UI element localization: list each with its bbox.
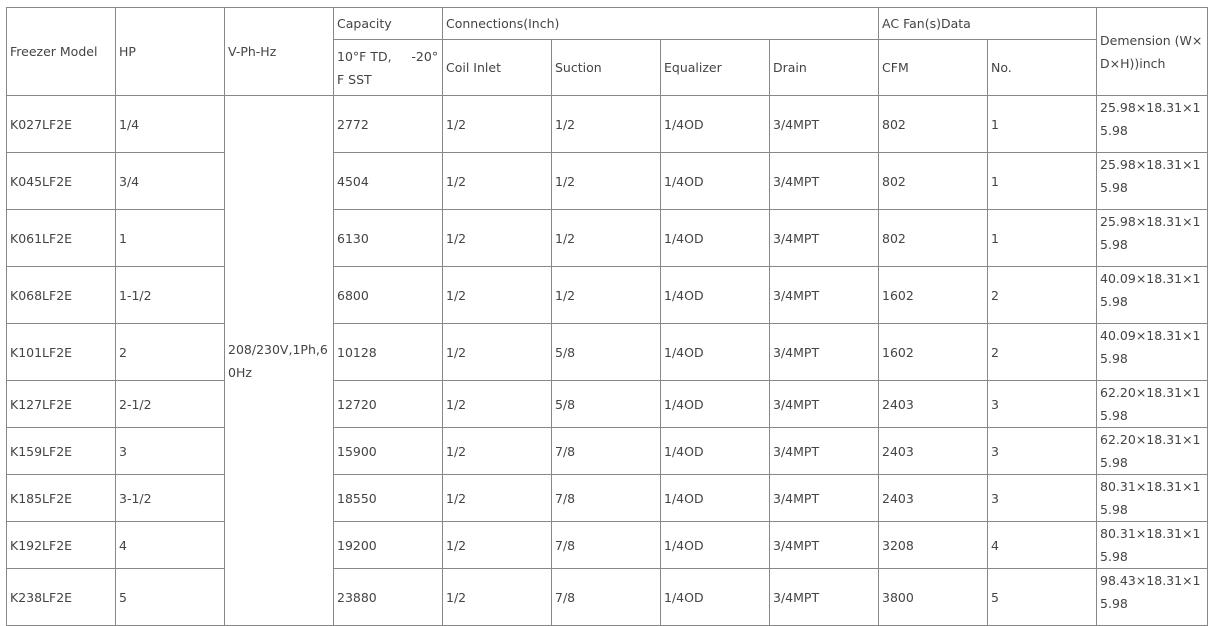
table-row bbox=[7, 569, 1208, 626]
cell-coil-inlet: 1/2 bbox=[443, 569, 552, 626]
header-row-1 bbox=[7, 8, 1208, 40]
cell-dimension: 25.98×18.31×15.98 bbox=[1097, 153, 1208, 210]
cell-coil-inlet: 1/2 bbox=[443, 381, 552, 428]
table-row bbox=[7, 153, 1208, 210]
cell-coil-inlet: 1/2 bbox=[443, 324, 552, 381]
cell-suction: 5/8 bbox=[552, 381, 661, 428]
cell-fan-count: 1 bbox=[988, 153, 1097, 210]
cell-model: K101LF2E bbox=[7, 324, 116, 381]
cell-drain: 3/4MPT bbox=[770, 569, 879, 626]
cell-hp: 1 bbox=[116, 210, 225, 267]
cell-hp: 5 bbox=[116, 569, 225, 626]
cell-model: K027LF2E bbox=[7, 96, 116, 153]
cell-cfm: 2403 bbox=[879, 428, 988, 475]
cell-suction: 7/8 bbox=[552, 569, 661, 626]
cell-hp: 2 bbox=[116, 324, 225, 381]
cell-drain: 3/4MPT bbox=[770, 522, 879, 569]
cell-equalizer: 1/4OD bbox=[661, 475, 770, 522]
cell-coil-inlet: 1/2 bbox=[443, 96, 552, 153]
cell-hp: 3-1/2 bbox=[116, 475, 225, 522]
cell-cfm: 1602 bbox=[879, 324, 988, 381]
cell-dimension: 62.20×18.31×15.98 bbox=[1097, 381, 1208, 428]
cell-suction: 7/8 bbox=[552, 522, 661, 569]
freezer-spec-table bbox=[6, 7, 1208, 626]
header-hp: HP bbox=[116, 8, 225, 96]
cell-suction: 1/2 bbox=[552, 96, 661, 153]
cell-model: K068LF2E bbox=[7, 267, 116, 324]
cell-coil-inlet: 1/2 bbox=[443, 475, 552, 522]
cell-suction: 1/2 bbox=[552, 267, 661, 324]
cell-hp: 3 bbox=[116, 428, 225, 475]
cell-fan-count: 3 bbox=[988, 381, 1097, 428]
cell-cfm: 802 bbox=[879, 210, 988, 267]
cell-drain: 3/4MPT bbox=[770, 381, 879, 428]
cell-equalizer: 1/4OD bbox=[661, 428, 770, 475]
cell-suction: 5/8 bbox=[552, 324, 661, 381]
cell-equalizer: 1/4OD bbox=[661, 324, 770, 381]
cell-capacity: 10128 bbox=[334, 324, 443, 381]
cell-fan-count: 4 bbox=[988, 522, 1097, 569]
cell-fan-count: 2 bbox=[988, 267, 1097, 324]
header-capacity: Capacity bbox=[334, 8, 443, 40]
header-ac-fan-data: AC Fan(s)Data bbox=[879, 8, 1097, 40]
cell-fan-count: 3 bbox=[988, 475, 1097, 522]
cell-dimension: 98.43×18.31×15.98 bbox=[1097, 569, 1208, 626]
cell-coil-inlet: 1/2 bbox=[443, 210, 552, 267]
header-drain: Drain bbox=[770, 40, 879, 96]
cell-cfm: 2403 bbox=[879, 475, 988, 522]
cell-capacity: 4504 bbox=[334, 153, 443, 210]
cell-dimension: 80.31×18.31×15.98 bbox=[1097, 475, 1208, 522]
table-row bbox=[7, 267, 1208, 324]
header-capacity-condition: 10°F TD, -20°F SST bbox=[334, 40, 443, 96]
cell-cfm: 802 bbox=[879, 153, 988, 210]
table-row bbox=[7, 210, 1208, 267]
cell-capacity: 6800 bbox=[334, 267, 443, 324]
cell-coil-inlet: 1/2 bbox=[443, 267, 552, 324]
table-row bbox=[7, 96, 1208, 153]
cell-suction: 1/2 bbox=[552, 153, 661, 210]
cell-equalizer: 1/4OD bbox=[661, 267, 770, 324]
cell-equalizer: 1/4OD bbox=[661, 210, 770, 267]
cell-model: K061LF2E bbox=[7, 210, 116, 267]
cell-model: K127LF2E bbox=[7, 381, 116, 428]
cell-equalizer: 1/4OD bbox=[661, 522, 770, 569]
table-row bbox=[7, 428, 1208, 475]
cell-capacity: 15900 bbox=[334, 428, 443, 475]
table-row bbox=[7, 381, 1208, 428]
cell-equalizer: 1/4OD bbox=[661, 569, 770, 626]
cell-cfm: 3800 bbox=[879, 569, 988, 626]
cell-drain: 3/4MPT bbox=[770, 210, 879, 267]
cell-capacity: 23880 bbox=[334, 569, 443, 626]
table-row bbox=[7, 475, 1208, 522]
cell-dimension: 25.98×18.31×15.98 bbox=[1097, 96, 1208, 153]
header-fan-count: No. bbox=[988, 40, 1097, 96]
header-freezer-model: Freezer Model bbox=[7, 8, 116, 96]
cell-drain: 3/4MPT bbox=[770, 324, 879, 381]
cell-suction: 7/8 bbox=[552, 475, 661, 522]
header-voltage-phase-hz: V-Ph-Hz bbox=[225, 8, 334, 96]
cell-fan-count: 3 bbox=[988, 428, 1097, 475]
cell-model: K238LF2E bbox=[7, 569, 116, 626]
cell-hp: 4 bbox=[116, 522, 225, 569]
cell-cfm: 1602 bbox=[879, 267, 988, 324]
cell-hp: 1/4 bbox=[116, 96, 225, 153]
header-suction: Suction bbox=[552, 40, 661, 96]
cell-suction: 7/8 bbox=[552, 428, 661, 475]
cell-capacity: 6130 bbox=[334, 210, 443, 267]
header-cfm: CFM bbox=[879, 40, 988, 96]
table-row bbox=[7, 324, 1208, 381]
cell-drain: 3/4MPT bbox=[770, 153, 879, 210]
cell-drain: 3/4MPT bbox=[770, 428, 879, 475]
header-coil-inlet: Coil Inlet bbox=[443, 40, 552, 96]
cell-dimension: 40.09×18.31×15.98 bbox=[1097, 324, 1208, 381]
cell-cfm: 802 bbox=[879, 96, 988, 153]
cell-capacity: 18550 bbox=[334, 475, 443, 522]
cell-cfm: 2403 bbox=[879, 381, 988, 428]
cell-cfm: 3208 bbox=[879, 522, 988, 569]
cell-dimension: 80.31×18.31×15.98 bbox=[1097, 522, 1208, 569]
header-dimension: Demension (W×D×H))inch bbox=[1097, 8, 1208, 96]
cell-hp: 2-1/2 bbox=[116, 381, 225, 428]
cell-capacity: 19200 bbox=[334, 522, 443, 569]
header-connections: Connections(Inch) bbox=[443, 8, 879, 40]
header-equalizer: Equalizer bbox=[661, 40, 770, 96]
cell-dimension: 40.09×18.31×15.98 bbox=[1097, 267, 1208, 324]
cell-capacity: 12720 bbox=[334, 381, 443, 428]
cell-equalizer: 1/4OD bbox=[661, 96, 770, 153]
cell-drain: 3/4MPT bbox=[770, 96, 879, 153]
cell-fan-count: 2 bbox=[988, 324, 1097, 381]
cell-coil-inlet: 1/2 bbox=[443, 153, 552, 210]
cell-dimension: 62.20×18.31×15.98 bbox=[1097, 428, 1208, 475]
cell-suction: 1/2 bbox=[552, 210, 661, 267]
cell-model: K159LF2E bbox=[7, 428, 116, 475]
cell-fan-count: 5 bbox=[988, 569, 1097, 626]
cell-fan-count: 1 bbox=[988, 210, 1097, 267]
cell-voltage: 208/230V,1Ph,60Hz bbox=[225, 96, 334, 626]
cell-dimension: 25.98×18.31×15.98 bbox=[1097, 210, 1208, 267]
cell-coil-inlet: 1/2 bbox=[443, 428, 552, 475]
cell-model: K185LF2E bbox=[7, 475, 116, 522]
cell-capacity: 2772 bbox=[334, 96, 443, 153]
cell-equalizer: 1/4OD bbox=[661, 381, 770, 428]
table-row bbox=[7, 522, 1208, 569]
cell-hp: 3/4 bbox=[116, 153, 225, 210]
cell-drain: 3/4MPT bbox=[770, 267, 879, 324]
cell-model: K045LF2E bbox=[7, 153, 116, 210]
cell-model: K192LF2E bbox=[7, 522, 116, 569]
cell-drain: 3/4MPT bbox=[770, 475, 879, 522]
cell-fan-count: 1 bbox=[988, 96, 1097, 153]
table-container bbox=[6, 7, 1208, 626]
cell-equalizer: 1/4OD bbox=[661, 153, 770, 210]
cell-coil-inlet: 1/2 bbox=[443, 522, 552, 569]
cell-hp: 1-1/2 bbox=[116, 267, 225, 324]
